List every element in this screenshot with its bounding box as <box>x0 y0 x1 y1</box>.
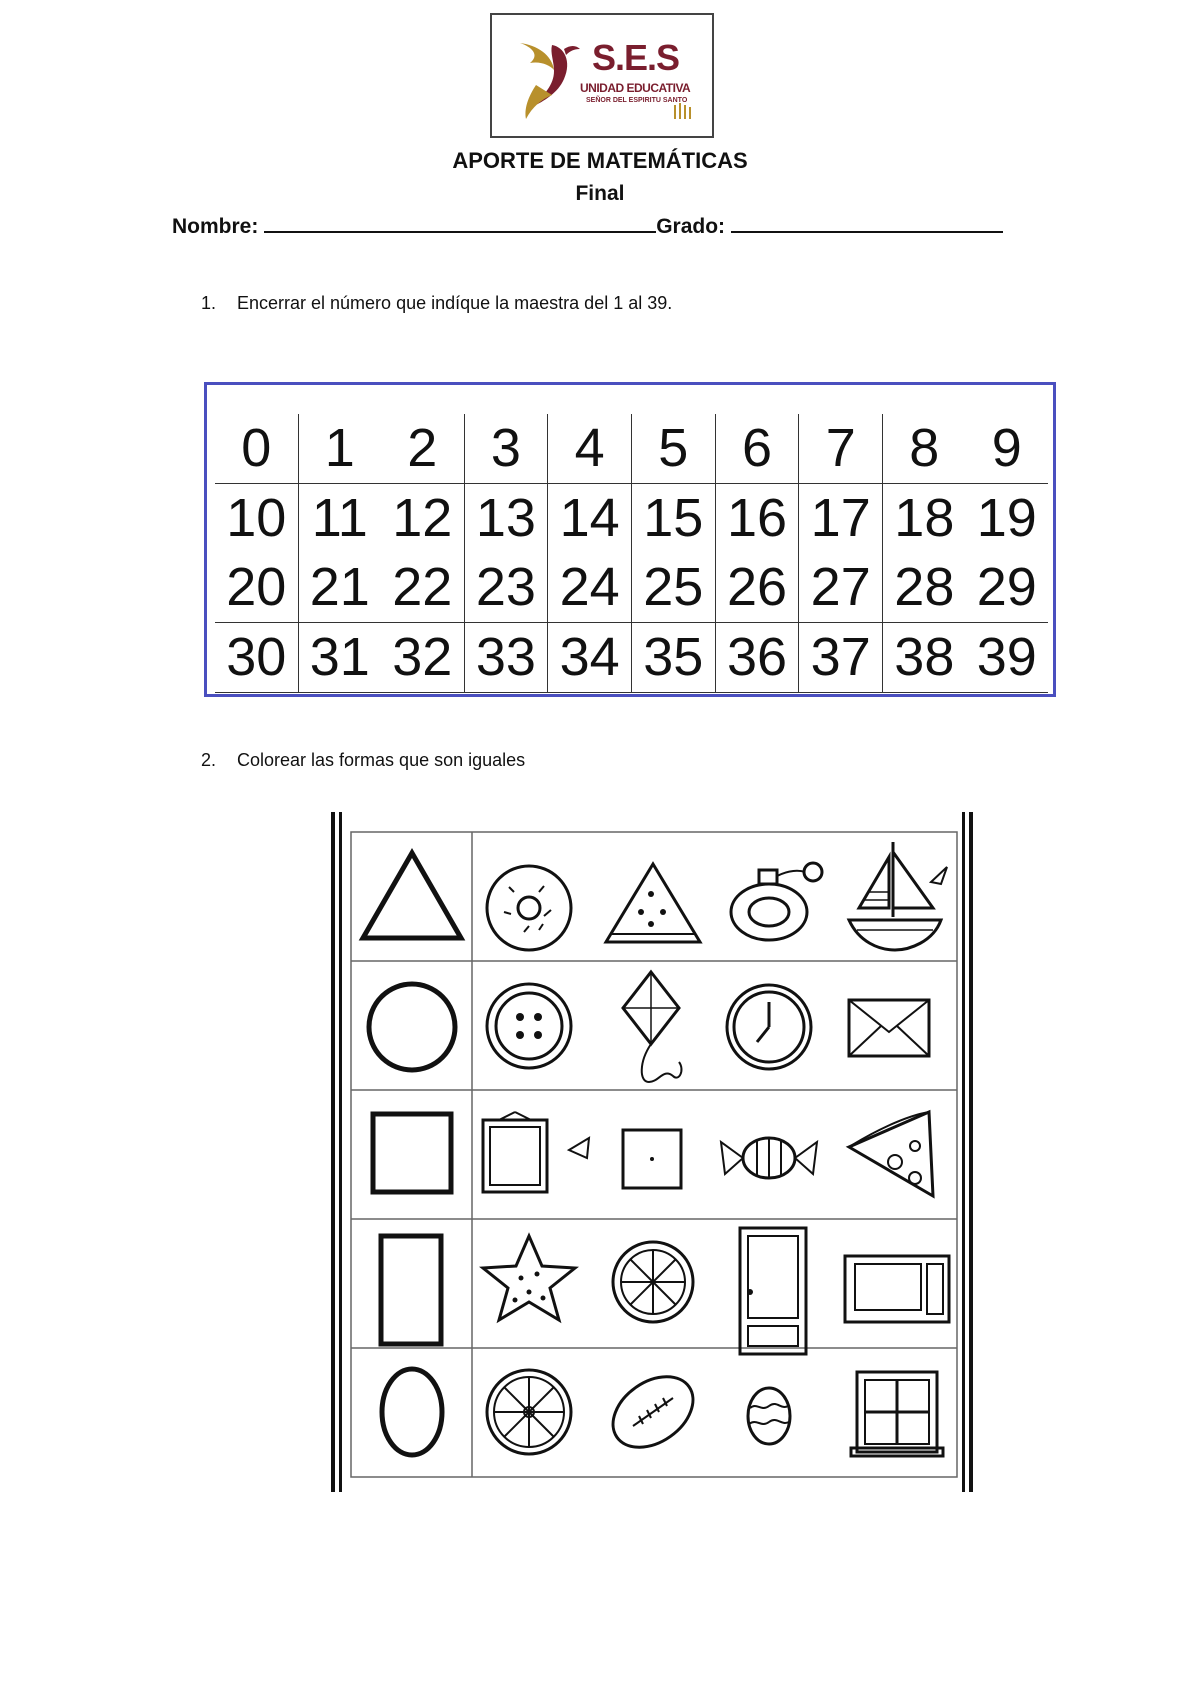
star-cookie-icon <box>483 1236 575 1320</box>
donut-icon <box>487 866 571 950</box>
logo-subtitle: UNIDAD EDUCATIVA <box>580 81 691 95</box>
right-border-bar <box>962 812 965 1492</box>
question-text: Colorear las formas que son iguales <box>237 750 526 770</box>
name-blank[interactable] <box>264 213 656 233</box>
number-cell[interactable]: 32 <box>381 623 464 693</box>
number-cell[interactable]: 37 <box>799 623 883 693</box>
number-cell[interactable]: 22 <box>381 553 464 623</box>
question-number: 2. <box>201 750 217 770</box>
question-1 <box>201 293 672 314</box>
number-cell[interactable]: 31 <box>298 623 381 693</box>
number-cell[interactable]: 38 <box>883 623 966 693</box>
circle-icon <box>369 984 455 1070</box>
right-border-bar <box>969 812 973 1492</box>
grade-label: Grado: <box>656 215 726 238</box>
number-cell[interactable]: 6 <box>715 414 799 484</box>
number-cell[interactable]: 9 <box>966 414 1048 484</box>
cracker-icon <box>623 1130 681 1188</box>
number-row <box>215 553 1048 623</box>
number-cell[interactable]: 33 <box>464 623 548 693</box>
question-2 <box>201 750 525 771</box>
number-cell[interactable]: 30 <box>215 623 298 693</box>
number-cell[interactable]: 12 <box>392 488 453 548</box>
football-icon <box>600 1362 707 1462</box>
number-cell[interactable]: 21 <box>298 553 381 623</box>
number-cell[interactable]: 20 <box>215 553 298 623</box>
logo-title: S.E.S <box>592 37 680 78</box>
picture-frame-icon <box>483 1112 589 1192</box>
number-cell[interactable]: 39 <box>966 623 1048 693</box>
number-cell[interactable]: 35 <box>631 623 715 693</box>
left-border-bar <box>339 812 342 1492</box>
microwave-icon <box>845 1256 949 1322</box>
door-icon <box>740 1228 806 1354</box>
envelope-icon <box>849 1000 929 1056</box>
number-cell[interactable]: 8 <box>883 414 966 484</box>
clock-icon <box>727 985 811 1069</box>
number-row <box>215 414 1048 484</box>
number-cell[interactable]: 10 <box>226 488 287 548</box>
number-cell[interactable]: 16 <box>715 484 799 554</box>
number-cell[interactable]: 5 <box>631 414 715 484</box>
question-number: 1. <box>201 293 217 313</box>
number-row <box>215 484 1048 554</box>
number-cell[interactable]: 4 <box>548 414 632 484</box>
orange-slice-icon <box>613 1242 693 1322</box>
page-title: APORTE DE MATEMÁTICAS <box>452 148 748 173</box>
button-icon <box>487 984 571 1068</box>
number-row <box>215 623 1048 693</box>
left-border-bar <box>331 812 335 1492</box>
shape-matching-grid <box>329 812 975 1492</box>
triangle-icon <box>363 853 461 938</box>
candy-icon <box>721 1138 817 1178</box>
number-cell[interactable]: 29 <box>966 553 1048 623</box>
egg-icon <box>748 1388 790 1444</box>
student-info-line <box>172 213 1003 239</box>
question-text: Encerrar el número que indíque la maestra del 1 al 39. <box>237 293 673 313</box>
number-cell[interactable]: 27 <box>799 553 883 623</box>
number-cell[interactable]: 2 <box>381 414 464 484</box>
oval-icon <box>382 1369 442 1455</box>
window-icon <box>851 1372 943 1456</box>
kite-icon <box>623 972 681 1082</box>
name-label: Nombre: <box>172 215 259 238</box>
number-cell[interactable]: 15 <box>631 484 715 554</box>
number-cell[interactable]: 18 <box>883 484 966 554</box>
watermelon-slice-icon <box>606 864 700 942</box>
perfume-bottle-icon <box>731 863 822 940</box>
number-cell[interactable]: 7 <box>799 414 883 484</box>
number-cell[interactable]: 28 <box>883 553 966 623</box>
wheel-icon <box>487 1370 571 1454</box>
number-cell[interactable]: 17 <box>799 484 883 554</box>
grade-blank[interactable] <box>731 213 1003 233</box>
number-cell[interactable]: 1 <box>298 414 381 484</box>
number-cell[interactable]: 11 <box>298 484 381 554</box>
number-cell[interactable]: 19 <box>976 488 1037 548</box>
number-cell[interactable]: 23 <box>464 553 548 623</box>
pizza-slice-icon <box>849 1112 933 1196</box>
number-cell[interactable]: 26 <box>715 553 799 623</box>
page-subtitle: Final <box>575 182 625 205</box>
number-cell[interactable]: 34 <box>548 623 632 693</box>
number-cell[interactable]: 13 <box>464 484 548 554</box>
number-grid <box>204 382 1056 697</box>
number-cell[interactable]: 25 <box>631 553 715 623</box>
square-icon <box>373 1114 451 1192</box>
number-cell[interactable]: 14 <box>548 484 632 554</box>
school-logo <box>490 13 714 138</box>
number-table <box>215 414 1048 693</box>
number-cell[interactable]: 3 <box>464 414 548 484</box>
number-cell[interactable]: 0 <box>215 414 298 484</box>
sailboat-icon <box>849 842 947 950</box>
number-cell[interactable]: 24 <box>548 553 632 623</box>
logo-tagline: SEÑOR DEL ESPIRITU SANTO <box>586 97 688 104</box>
rectangle-icon <box>381 1236 441 1344</box>
number-cell[interactable]: 36 <box>715 623 799 693</box>
